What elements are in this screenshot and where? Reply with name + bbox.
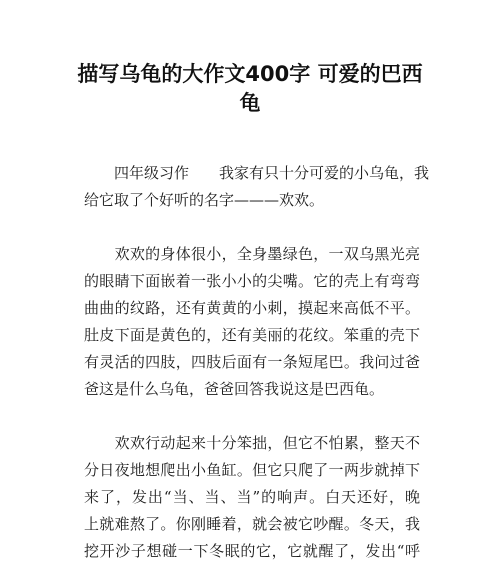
text-line: 上就难熬了。你刚睡着，就会被它吵醒。冬天，我	[84, 515, 420, 533]
text-line: 曲曲的纹路，还有黄黄的小刺，摸起来高低不平。	[84, 299, 420, 317]
text-line: 四年级习作 我家有只十分可爱的小乌龟，我	[84, 164, 430, 182]
text-line: 有灵活的四肢，四肢后面有一条短尾巴。我问过爸	[84, 353, 420, 371]
text-line: 欢欢行动起来十分笨拙，但它不怕累，整天不	[84, 434, 420, 452]
paragraph-gap	[84, 214, 420, 241]
article-body	[84, 160, 430, 565]
title-line-2: 龟	[239, 91, 261, 115]
paragraph-gap	[84, 403, 420, 430]
text-line: 来了，发出“当、当、当”的响声。白天还好，晚	[84, 488, 420, 506]
paragraph	[84, 430, 420, 565]
paragraph	[84, 241, 420, 403]
document-title	[60, 60, 440, 118]
text-line: 的眼睛下面嵌着一张小小的尖嘴。它的壳上有弯弯	[84, 272, 420, 290]
text-line: 爸这是什么乌龟，爸爸回答我说这是巴西龟。	[84, 380, 385, 398]
title-line-1: 描写乌龟的大作文400字 可爱的巴西	[77, 62, 423, 86]
text-line: 给它取了个好听的名字———欢欢。	[84, 191, 325, 209]
text-line: 挖开沙子想碰一下冬眠的它，它就醒了，发出“呼	[84, 542, 420, 560]
text-line: 肚皮下面是黄色的，还有美丽的花纹。笨重的壳下	[84, 326, 420, 344]
paragraph	[84, 160, 430, 214]
text-line: 分日夜地想爬出小鱼缸。但它只爬了一两步就掉下	[84, 461, 420, 479]
text-line: 欢欢的身体很小，全身墨绿色，一双乌黑光亮	[84, 245, 420, 263]
